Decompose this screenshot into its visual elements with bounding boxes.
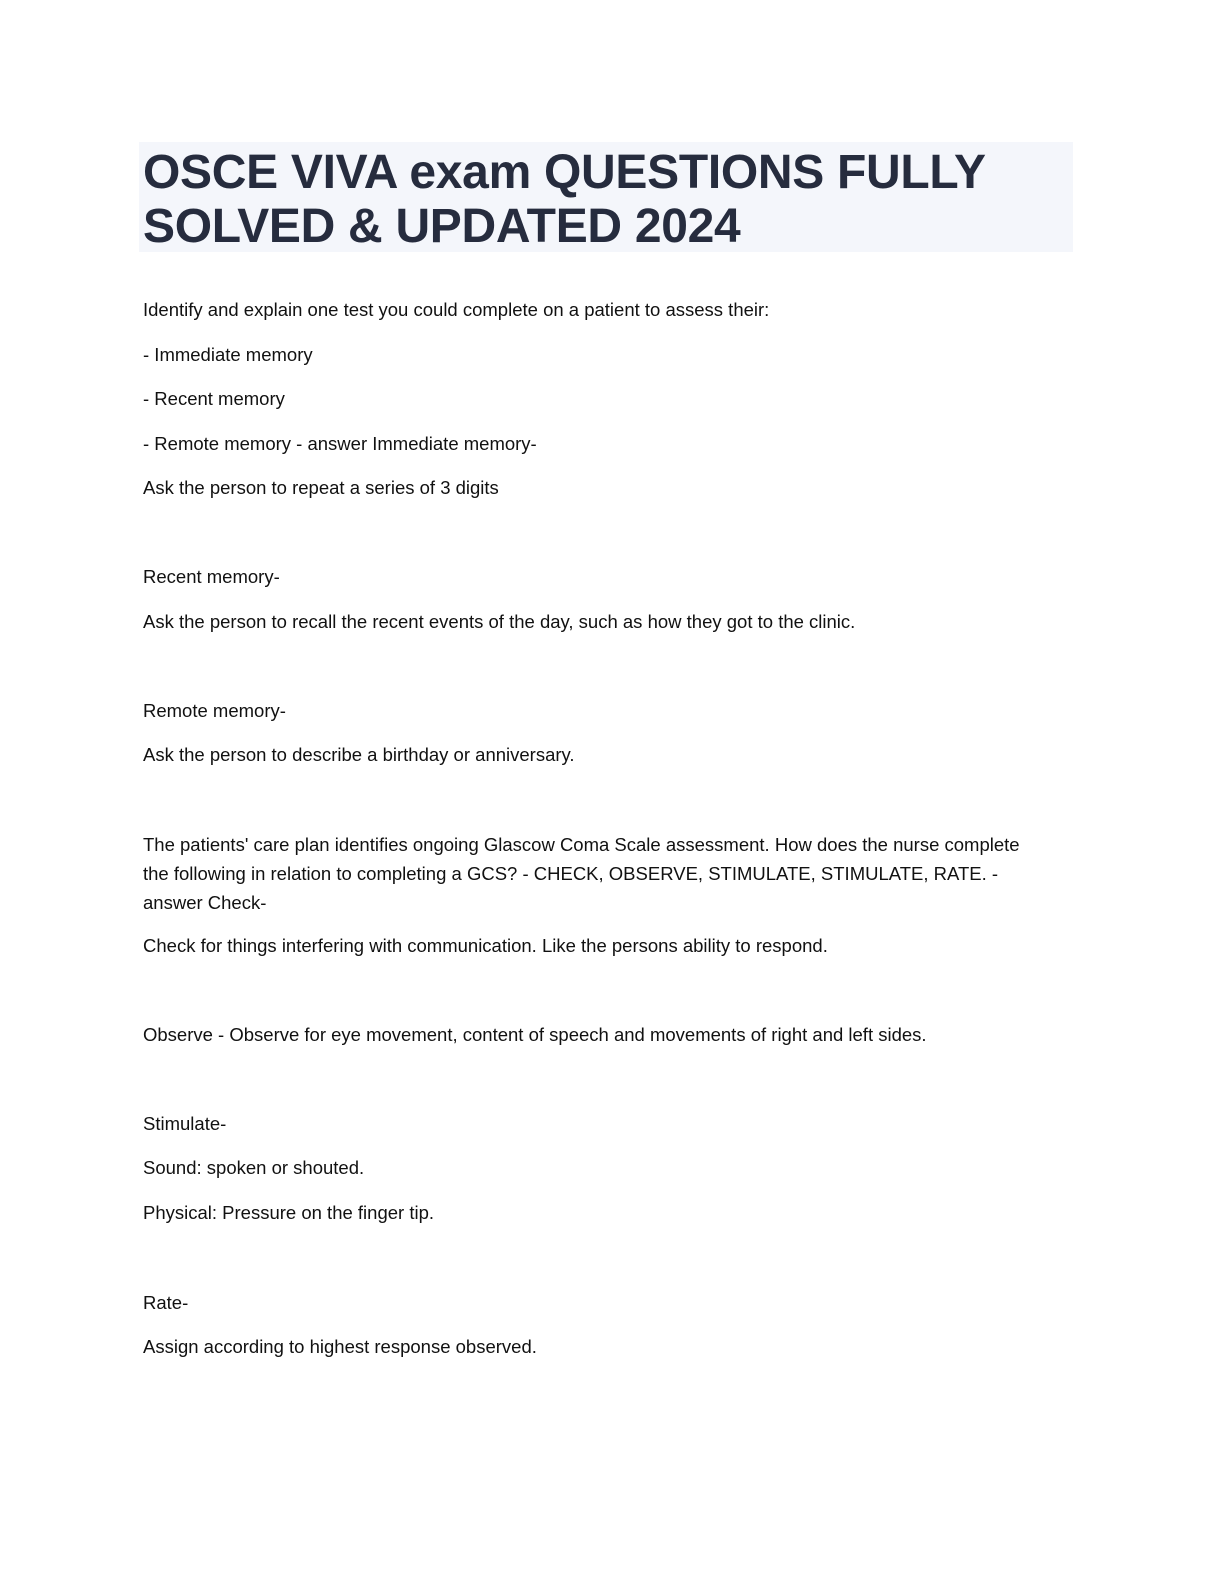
q1-item-remote: - Remote memory - answer Immediate memory- <box>143 433 537 454</box>
q2-rate-answer: Assign according to highest response observed. <box>143 1336 537 1357</box>
q1-item-immediate: - Immediate memory <box>143 344 313 365</box>
title-line-2: SOLVED & UPDATED 2024 <box>143 200 741 253</box>
document-title <box>143 146 1063 254</box>
q1-remote-label: Remote memory- <box>143 700 286 721</box>
q2-stimulate-sound: Sound: spoken or shouted. <box>143 1157 365 1178</box>
q2-rate-label: Rate- <box>143 1292 189 1313</box>
q2-observe: Observe - Observe for eye movement, content of speech and movements of right and left sides. <box>143 1024 927 1045</box>
q1-prompt: Identify and explain one test you could complete on a patient to assess their: <box>143 299 770 320</box>
q2-stimulate-label: Stimulate- <box>143 1113 227 1134</box>
q1-remote-answer: Ask the person to describe a birthday or anniversary. <box>143 744 575 765</box>
q1-immediate-answer: Ask the person to repeat a series of 3 digits <box>143 477 499 498</box>
title-line-1: OSCE VIVA exam QUESTIONS FULLY <box>143 146 986 199</box>
q1-recent-answer: Ask the person to recall the recent events of the day, such as how they got to the clinic. <box>143 611 856 632</box>
q2-check-answer: Check for things interfering with communication. Like the persons ability to respond. <box>143 935 828 956</box>
q2-stimulate-physical: Physical: Pressure on the finger tip. <box>143 1202 435 1223</box>
q1-item-recent: - Recent memory <box>143 388 285 409</box>
q2-prompt: The patients' care plan identifies ongoing Glascow Coma Scale assessment. How does the nurse complete the following in relation to completing a GCS? - CHECK, OBSERVE, STIMULATE, STIMULATE, RATE. - answer Check- <box>143 834 1020 913</box>
q1-recent-label: Recent memory- <box>143 566 280 587</box>
